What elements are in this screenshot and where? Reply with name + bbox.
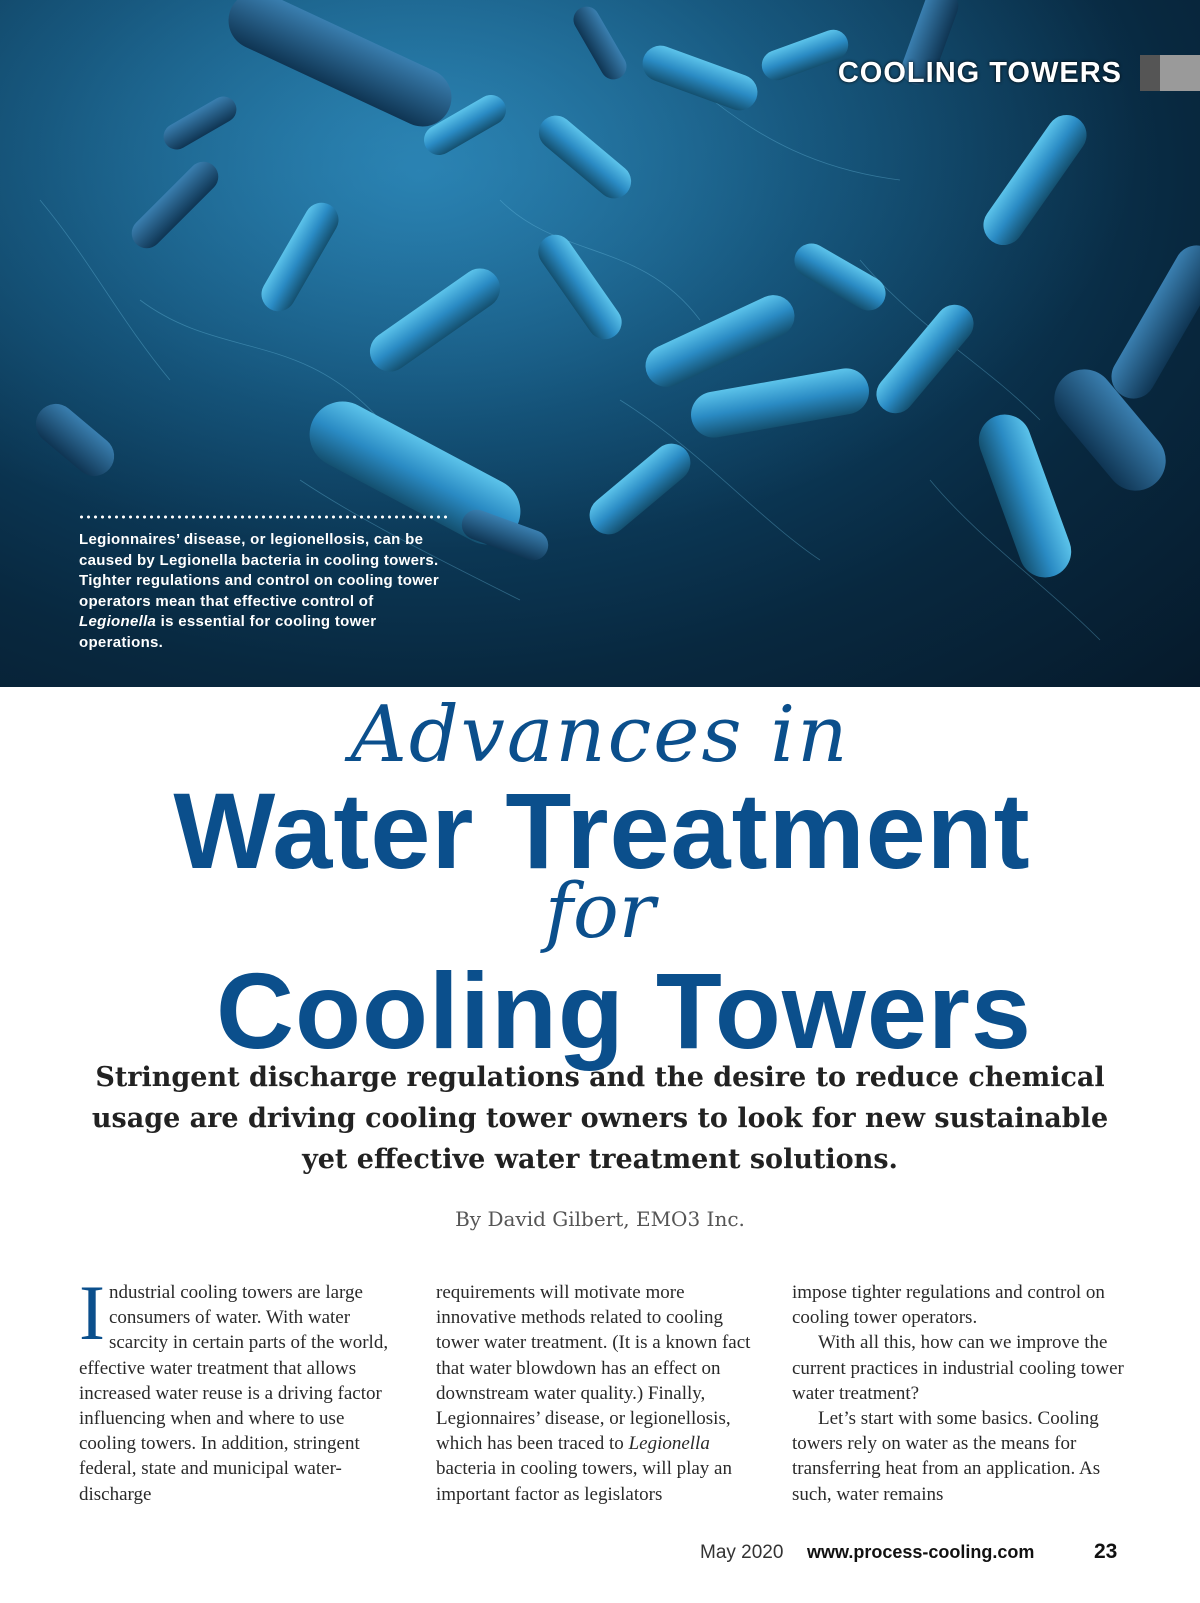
caption-dotted-rule [78,515,450,519]
image-caption: Legionnaires’ disease, or legionellosis, can be caused by Legionella bacteria in cooling towers. Tighter regulations and control on cooling tower operators mean that effective control of Legionella is essential for cooling tower operations. [79,531,439,651]
paragraph: impose tighter regulations and control on cooling tower operators. [792,1282,1105,1329]
section-tag: COOLING TOWERS [837,57,1122,89]
paragraph: With all this, how can we improve the current practices in industrial cooling tower water treatment? [792,1332,1124,1404]
title-line-water-treatment: Water Treatment [173,770,1031,891]
article-deck: Stringent discharge regulations and the desire to reduce chemical usage are driving cooling tower owners to look for new sustainable yet effective water treatment solutions. [91,1062,1109,1175]
footer-date: May 2020 [700,1542,784,1563]
title-line-cooling-towers: Cooling Towers [216,950,1032,1071]
title-line-advances: Advances in [350,690,850,780]
title-line-for: for [544,866,656,955]
footer-url[interactable]: www.process-cooling.com [807,1542,1035,1562]
body-column-2: requirements will motivate more innovative methods related to cooling tower water treatment. (It is a known fact that water blowdown has an effect on downstream water quality.) Finally, Legionnaires’ disease, or legionellosis, which has been traced to Legionella bacteria in cooling towers, will play an important factor as legislators [436,1282,751,1505]
section-tag-bar-light [1160,55,1200,91]
body-column-1: Industrial cooling towers are large consumers of water. With water scarcity in certain parts of the world, effective water treatment that allows increased water reuse is a driving factor influencing when and where to use cooling towers. In addition, stringent federal, state and municipal water-discharge [79,1269,389,1505]
caption-italic-term: Legionella [79,613,157,630]
section-tag-bar-dark [1140,55,1160,91]
drop-cap: I [79,1269,105,1356]
page-number: 23 [1094,1540,1118,1563]
body-column-3 [792,1280,1132,1507]
body-italic-term: Legionella [628,1433,710,1455]
byline: By David Gilbert, EMO3 Inc. [455,1207,745,1231]
paragraph: Let’s start with some basics. Cooling towers rely on water as the means for transferring heat from an application. As such, water remains [792,1408,1101,1505]
